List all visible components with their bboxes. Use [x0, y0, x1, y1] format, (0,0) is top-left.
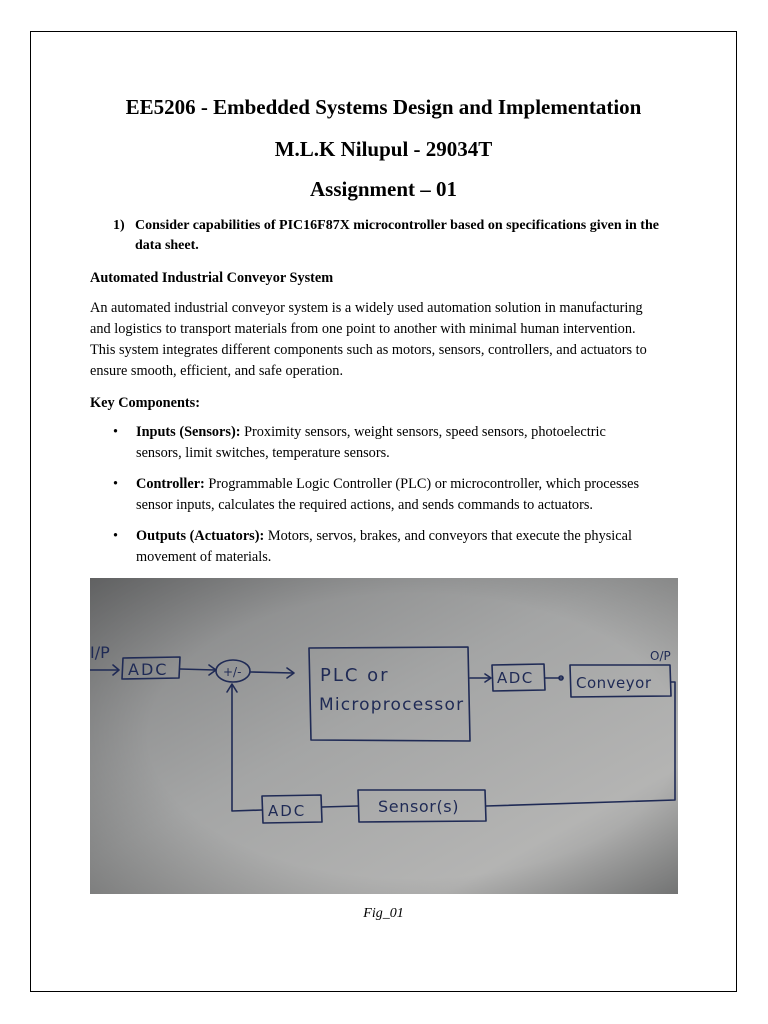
figure-caption: Fig_01: [363, 906, 404, 921]
question-number: 1): [113, 218, 125, 233]
photo-vignette: [90, 578, 678, 894]
adc-to-sum-arrow: [180, 669, 215, 670]
sensor-label: Sensor(s): [378, 797, 460, 816]
intro-line: and logistics to transport materials from one point to another with minimal human intervention.: [90, 321, 636, 337]
bullet-text: [136, 476, 639, 492]
conveyor-label: Conveyor: [576, 674, 652, 692]
bullet-line: Motors, servos, brakes, and conveyors that execute the physical: [267, 528, 632, 544]
intro-line: ensure smooth, efficient, and safe operation.: [90, 363, 344, 379]
bullet-outputs: [113, 526, 673, 568]
input-label: I/P: [90, 643, 110, 662]
section-heading: Automated Industrial Conveyor System: [90, 270, 334, 286]
key-components-heading: Key Components:: [90, 395, 201, 411]
bullet-line: movement of materials.: [136, 549, 272, 565]
author-line: M.L.K Nilupul - 29034T: [274, 137, 493, 161]
adc-feedback-label: ADC: [268, 802, 307, 820]
controller-label-line1: PLC or: [320, 665, 390, 686]
bullet-dot: •: [113, 476, 119, 492]
bullet-line: Programmable Logic Controller (PLC) or microcontroller, which processes: [208, 476, 640, 492]
adc-out-label: ADC: [497, 669, 534, 687]
assignment-title: Assignment – 01: [309, 177, 457, 201]
sensor-to-adc-line: [322, 806, 358, 807]
bullet-line: sensors, limit switches, temperature sensors.: [136, 445, 390, 461]
bullet-line: sensor inputs, calculates the required actions, and sends commands to actuators.: [136, 497, 593, 513]
bullet-inputs: [113, 422, 673, 464]
bullet-line: Proximity sensors, weight sensors, speed sensors, photoelectric: [244, 424, 606, 440]
block-diagram-photo: [90, 578, 678, 894]
bullet-label: Inputs (Sensors):: [136, 424, 241, 440]
bullet-label: Outputs (Actuators):: [136, 528, 265, 544]
intro-paragraph: [90, 298, 690, 382]
output-label: O/P: [650, 649, 671, 663]
question-1: [113, 216, 683, 256]
question-text: Consider capabilities of PIC16F87X microcontroller based on specifications given in the data sheet.: [135, 218, 659, 253]
intro-line: An automated industrial conveyor system is a widely used automation solution in manufacturing: [90, 300, 643, 316]
intro-line: This system integrates different components such as motors, sensors, controllers, and actuators to: [90, 342, 647, 358]
bullet-dot: •: [113, 424, 119, 440]
bullet-text: [136, 528, 632, 544]
bullet-text: [136, 424, 606, 440]
bullet-controller: [113, 474, 673, 516]
course-title: EE5206 - Embedded Systems Design and Implementation: [125, 95, 642, 119]
bullet-label: Controller:: [136, 476, 205, 492]
adc-in-label: ADC: [128, 660, 169, 679]
summing-sign: +/-: [223, 665, 242, 679]
bullet-dot: •: [113, 528, 119, 544]
sum-to-plc-arrow: [251, 672, 293, 673]
controller-label-line2: Microprocessor: [319, 695, 465, 715]
